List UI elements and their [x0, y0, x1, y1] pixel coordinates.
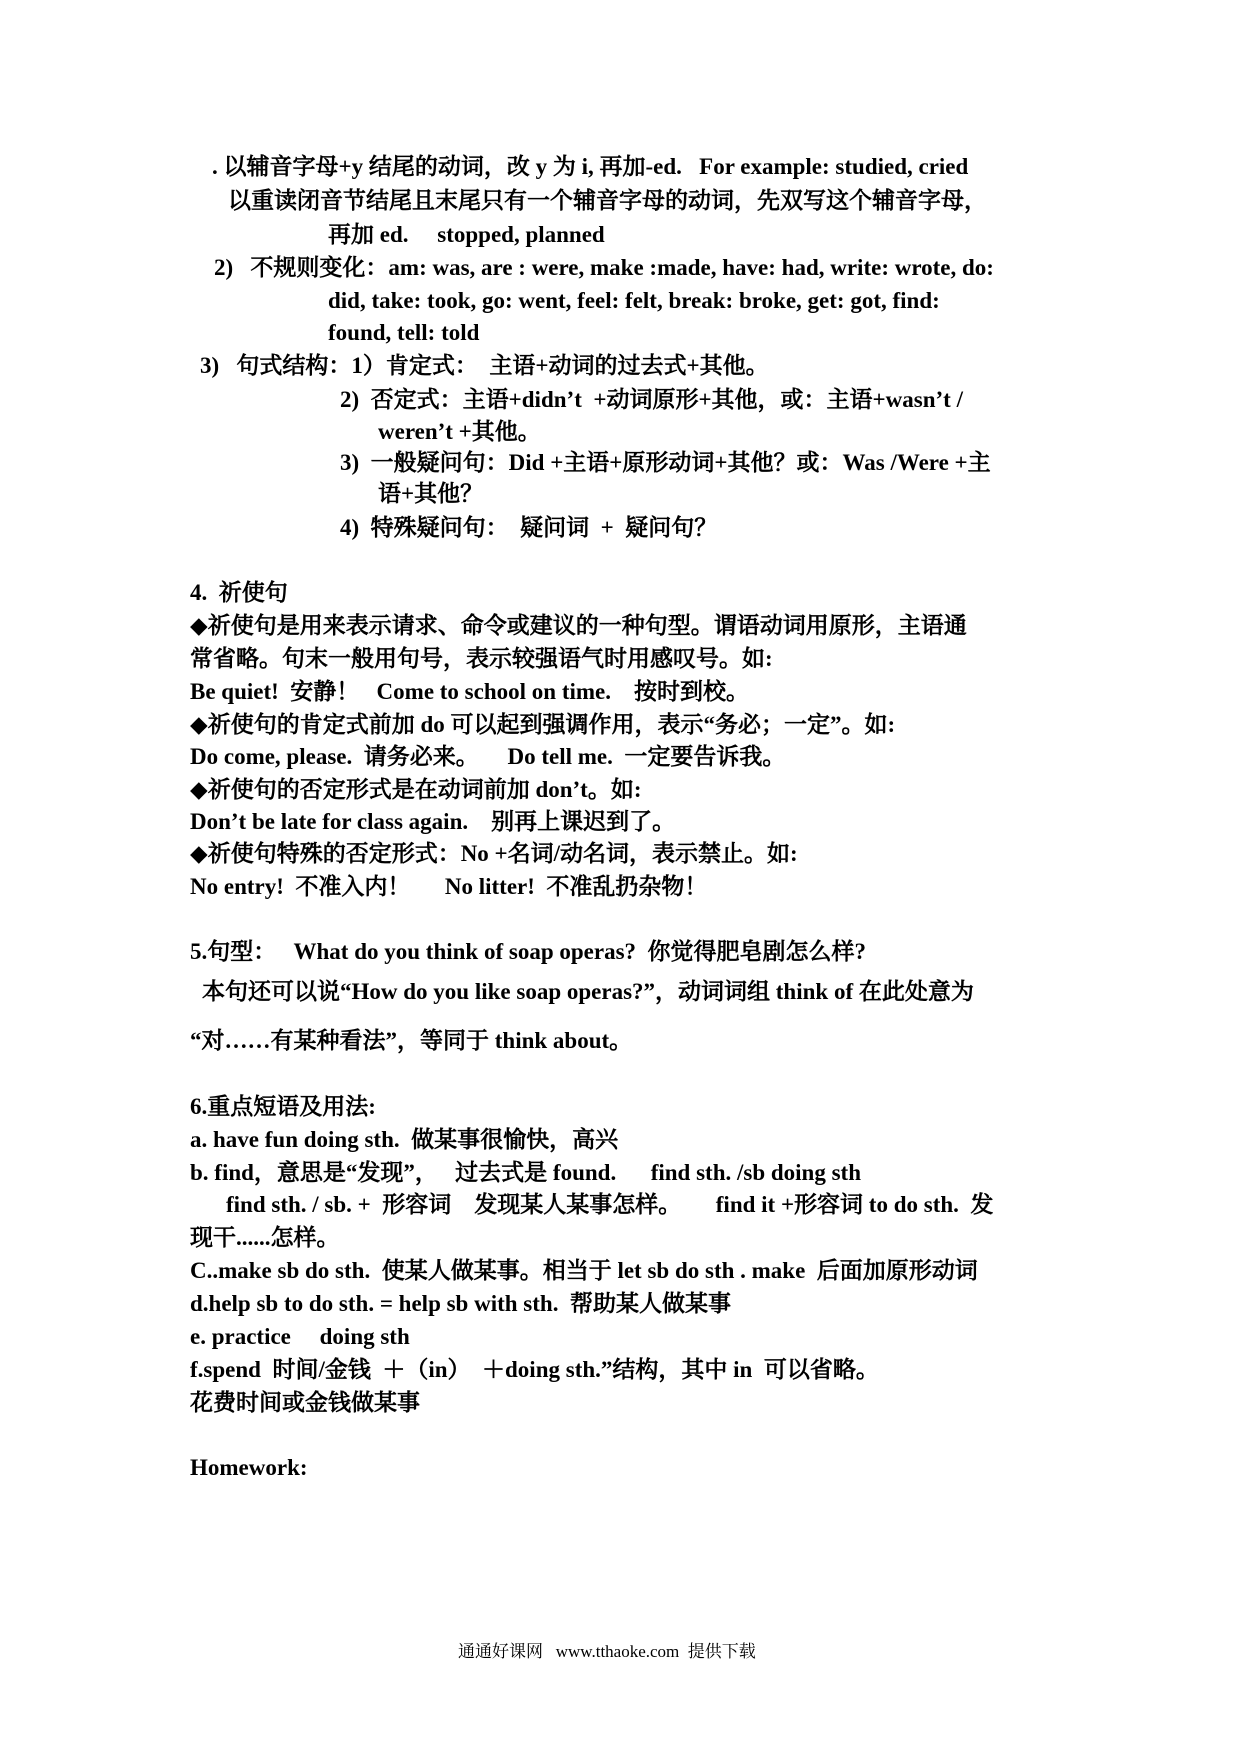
- section-heading: 6.重点短语及用法:: [190, 1094, 376, 1119]
- text-line: ◆祈使句的肯定式前加 do 可以起到强调作用，表示“务必；一定”。如:: [190, 712, 896, 737]
- text-line: 2) 不规则变化：am: was, are : were, make :made, have: had, write: wrote, do:: [214, 255, 994, 280]
- text-line: ◆祈使句特殊的否定形式：No +名词/动名词，表示禁止。如:: [190, 841, 798, 866]
- text-line: 2) 否定式：主语+didn’t +动词原形+其他，或：主语+wasn’t /: [340, 387, 963, 412]
- text-line: Do come, please. 请务必来。 Do tell me. 一定要告诉我。: [190, 744, 786, 769]
- text-line: 4) 特殊疑问句： 疑问词 + 疑问句？: [340, 515, 718, 540]
- section-heading: 4. 祈使句: [190, 580, 288, 605]
- text-line: find sth. / sb. + 形容词 发现某人某事怎样。 find it +形容词 to do sth. 发: [226, 1192, 994, 1217]
- text-line: 再加 ed. stopped, planned: [328, 222, 605, 247]
- text-line: did, take: took, go: went, feel: felt, break: broke, get: got, find:: [328, 288, 940, 313]
- text-line: d.help sb to do sth. = help sb with sth. 帮助某人做某事: [190, 1291, 731, 1316]
- text-line: . 以辅音字母+y 结尾的动词，改 y 为 i, 再加-ed. For example: studied, cried: [212, 154, 969, 179]
- text-line: ◆祈使句的否定形式是在动词前加 don’t。如:: [190, 777, 642, 802]
- section-heading: 5.句型： What do you think of soap operas? 你觉得肥皂剧怎么样?: [190, 939, 867, 964]
- text-line: b. find，意思是“发现”， 过去式是 found. find sth. /sb doing sth: [190, 1160, 861, 1185]
- text-line: 3) 一般疑问句：Did +主语+原形动词+其他？或：Was /Were +主: [340, 450, 991, 475]
- text-line: weren’t +其他。: [378, 419, 541, 444]
- footer-text: 通通好课网 www.tthaoke.com 提供下载: [458, 1642, 756, 1661]
- text-line: 3) 句式结构：1）肯定式： 主语+动词的过去式+其他。: [200, 353, 769, 378]
- text-line: found, tell: told: [328, 320, 480, 345]
- text-line: e. practice doing sth: [190, 1324, 410, 1349]
- text-line: C..make sb do sth. 使某人做某事。相当于 let sb do sth . make 后面加原形动词: [190, 1258, 978, 1283]
- text-line: 花费时间或金钱做某事: [190, 1390, 420, 1415]
- text-line: 语+其他？: [378, 481, 484, 506]
- text-line: 常省略。句末一般用句号，表示较强语气时用感叹号。如:: [190, 646, 773, 671]
- text-line: 以重读闭音节结尾且末尾只有一个辅音字母的动词，先双写这个辅音字母，: [228, 188, 987, 213]
- homework-heading: Homework:: [190, 1455, 308, 1480]
- text-line: 本句还可以说“How do you like soap operas?”，动词词组 think of 在此处意为: [202, 979, 974, 1004]
- text-line: “对……有某种看法”，等同于 think about。: [190, 1028, 633, 1053]
- text-line: 现干......怎样。: [190, 1225, 340, 1250]
- text-line: f.spend 时间/金钱 ＋（in） ＋doing sth.”结构，其中 in 可以省略。: [190, 1357, 879, 1382]
- text-line: ◆祈使句是用来表示请求、命令或建议的一种句型。谓语动词用原形，主语通: [190, 613, 967, 638]
- text-line: Be quiet! 安静！ Come to school on time. 按时到校。: [190, 679, 749, 704]
- text-line: a. have fun doing sth. 做某事很愉快，高兴: [190, 1127, 619, 1152]
- text-line: Don’t be late for class again. 别再上课迟到了。: [190, 809, 676, 834]
- text-line: No entry! 不准入内！ No litter! 不准乱扔杂物！: [190, 874, 708, 899]
